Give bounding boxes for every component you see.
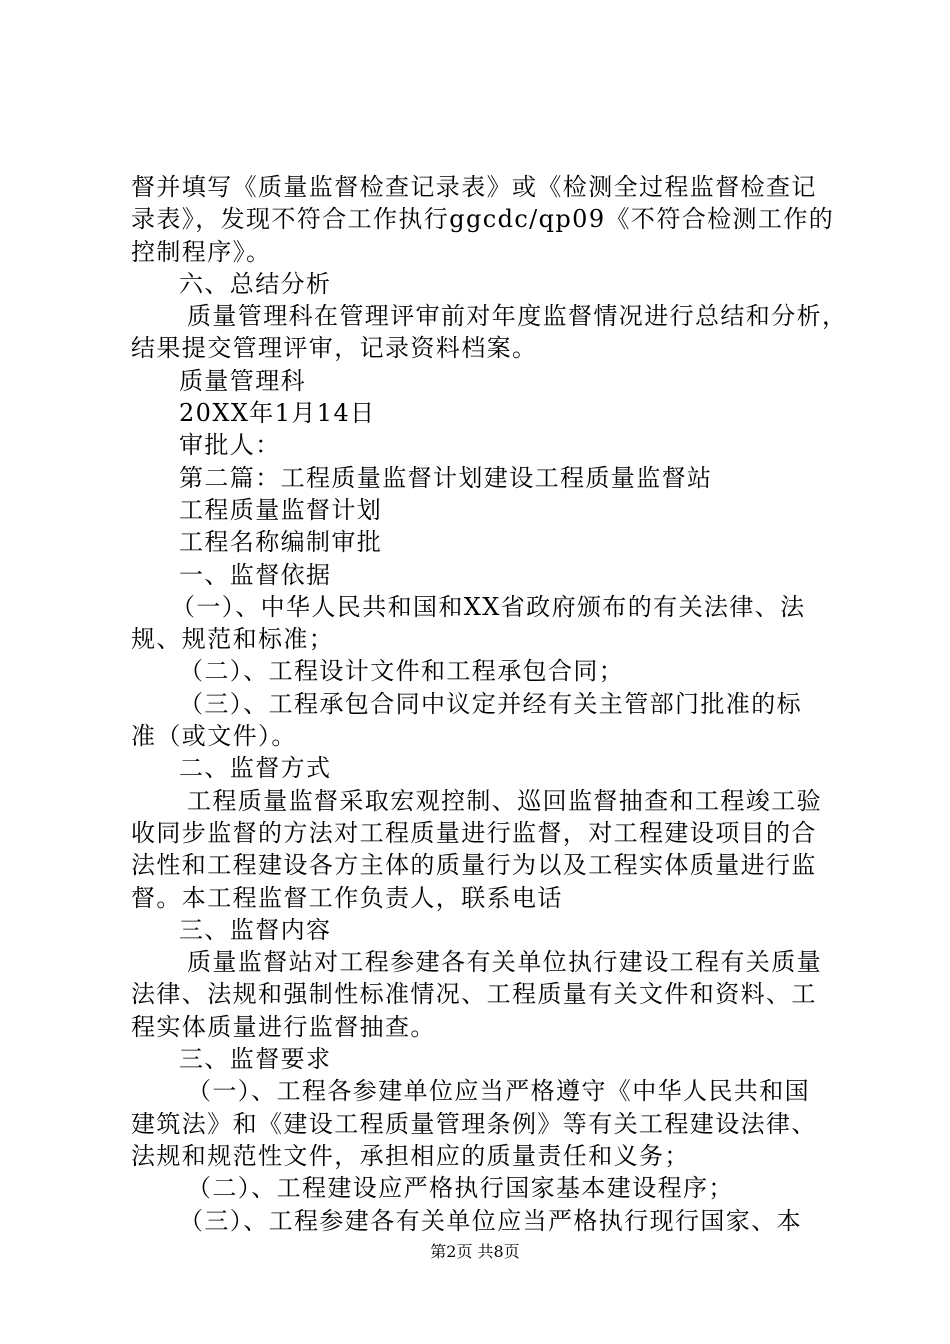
text-line: 收同步监督的方法对工程质量进行监督，对工程建设项目的合 bbox=[131, 818, 817, 847]
text-line: 工程质量监督采取宏观控制、巡回监督抽查和工程竣工验 bbox=[187, 786, 822, 815]
text-line: 准（或文件）。 bbox=[131, 722, 297, 751]
text-line: 三、监督要求 bbox=[179, 1045, 332, 1074]
text-line: （二）、工程设计文件和工程承包合同； bbox=[179, 657, 625, 686]
text-line: 六、总结分析 bbox=[179, 269, 332, 298]
text-line: （一）、中华人民共和国和XX省政府颁布的有关法律、法 bbox=[171, 592, 806, 621]
text-line: 建筑法》和《建设工程质量管理条例》等有关工程建设法律、 bbox=[131, 1109, 817, 1138]
document-body bbox=[131, 171, 848, 1237]
page-footer: 第2页 共8页 bbox=[430, 1242, 520, 1261]
text-line: 质量管理科 bbox=[179, 366, 306, 395]
text-line: 三、监督内容 bbox=[179, 915, 332, 944]
text-line: 工程质量监督计划 bbox=[179, 495, 383, 524]
text-line: 法规和规范性文件，承担相应的质量责任和义务； bbox=[131, 1141, 690, 1170]
text-line: 法律、法规和强制性标准情况、工程质量有关文件和资料、工 bbox=[131, 980, 817, 1009]
text-line: （三）、工程承包合同中议定并经有关主管部门批准的标 bbox=[179, 689, 802, 718]
text-line: 录表》，发现不符合工作执行ggcdc/qp09《不符合检测工作的 bbox=[131, 205, 835, 234]
text-line: 二、监督方式 bbox=[179, 754, 332, 783]
text-line: 质量管理科在管理评审前对年度监督情况进行总结和分析， bbox=[187, 302, 848, 331]
text-line: （一）、工程各参建单位应当严格遵守《中华人民共和国 bbox=[187, 1077, 810, 1106]
text-line: （三）、工程参建各有关单位应当严格执行现行国家、本 bbox=[179, 1206, 802, 1235]
text-line: 一、监督依据 bbox=[179, 560, 332, 589]
text-line: 工程名称编制审批 bbox=[179, 528, 383, 557]
text-line: 审批人： bbox=[179, 431, 281, 460]
text-line: 法性和工程建设各方主体的质量行为以及工程实体质量进行监 bbox=[131, 851, 817, 880]
text-line: 规、规范和标准； bbox=[131, 625, 335, 654]
text-line: 质量监督站对工程参建各有关单位执行建设工程有关质量 bbox=[187, 948, 822, 977]
text-line: 20XX年1月14日 bbox=[179, 399, 376, 428]
text-line: 督。本工程监督工作负责人，联系电话 bbox=[131, 883, 563, 912]
text-line: 第二篇：工程质量监督计划建设工程质量监督站 bbox=[179, 463, 713, 492]
text-line: 结果提交管理评审，记录资料档案。 bbox=[131, 334, 538, 363]
text-line: 程实体质量进行监督抽查。 bbox=[131, 1012, 436, 1041]
text-line: （二）、工程建设应严格执行国家基本建设程序； bbox=[187, 1174, 734, 1203]
text-line: 控制程序》。 bbox=[131, 237, 272, 266]
text-line: 督并填写《质量监督检查记录表》或《检测全过程监督检查记 bbox=[131, 173, 817, 201]
